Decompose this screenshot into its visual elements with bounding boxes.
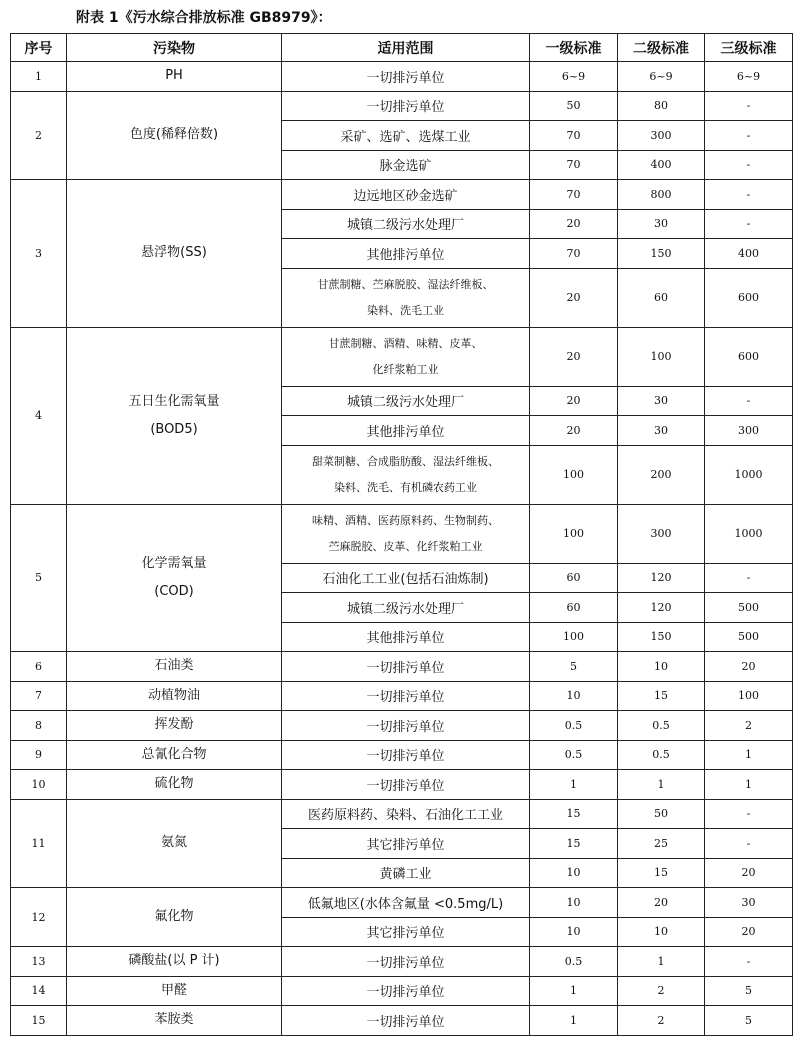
- scope-line: 一切排污单位: [366, 660, 445, 676]
- scope-line: 黄磷工业: [379, 867, 432, 883]
- pollutant-name-line: (COD): [154, 583, 194, 599]
- grade-1-value: 1: [530, 770, 618, 800]
- scope-line: 其他排污单位: [366, 247, 445, 263]
- serial-number-cell: 6: [11, 652, 67, 682]
- table-row: [11, 947, 793, 977]
- pollutant-name-cell: [67, 327, 282, 504]
- scope-line: 其它排污单位: [366, 926, 445, 942]
- grade-2-value: 300: [618, 504, 705, 563]
- pollutant-name-line: 石油类: [154, 658, 194, 674]
- pollutant-name-cell: [67, 770, 282, 800]
- grade-3-value: -: [705, 386, 793, 416]
- grade-3-value: 600: [705, 268, 793, 327]
- serial-number-cell: 12: [11, 888, 67, 947]
- scope-line: 城镇二级污水处理厂: [346, 395, 464, 411]
- table-row: [11, 711, 793, 741]
- grade-3-value: 100: [705, 681, 793, 711]
- scope-cell: [282, 770, 530, 800]
- grade-1-value: 50: [530, 91, 618, 121]
- grade-2-value: 30: [618, 416, 705, 446]
- grade-1-value: 100: [530, 445, 618, 504]
- grade-1-value: 15: [530, 829, 618, 859]
- grade-2-value: 6~9: [618, 62, 705, 92]
- scope-line: 一切排污单位: [366, 749, 445, 765]
- scope-cell: [282, 711, 530, 741]
- scope-cell: [282, 858, 530, 888]
- serial-number-cell: 9: [11, 740, 67, 770]
- header-pollutant: 污染物: [67, 34, 282, 62]
- grade-2-value: 80: [618, 91, 705, 121]
- table-row: [11, 740, 793, 770]
- scope-line: 染料、洗毛、有机磷农药工业: [334, 480, 477, 494]
- scope-cell: [282, 504, 530, 563]
- pollutant-name-cell: [67, 1006, 282, 1036]
- table-row: [11, 976, 793, 1006]
- grade-3-value: 5: [705, 1006, 793, 1036]
- grade-2-value: 30: [618, 209, 705, 239]
- grade-3-value: 600: [705, 327, 793, 386]
- table-row: [11, 652, 793, 682]
- grade-2-value: 300: [618, 121, 705, 151]
- grade-1-value: 60: [530, 593, 618, 623]
- scope-line: 其他排污单位: [366, 631, 445, 647]
- pollutant-name-line: 化学需氧量: [141, 555, 207, 571]
- pollutant-name-line: (BOD5): [150, 421, 198, 437]
- grade-3-value: 300: [705, 416, 793, 446]
- pollutant-name-line: 苯胺类: [154, 1012, 194, 1028]
- grade-2-value: 15: [618, 681, 705, 711]
- scope-cell: [282, 209, 530, 239]
- scope-cell: [282, 888, 530, 918]
- grade-2-value: 2: [618, 1006, 705, 1036]
- header-scope: 适用范围: [282, 34, 530, 62]
- grade-2-value: 400: [618, 150, 705, 180]
- scope-line: 化纤浆粕工业: [372, 362, 439, 376]
- grade-1-value: 20: [530, 209, 618, 239]
- standards-table: [10, 33, 793, 1036]
- grade-3-value: 6~9: [705, 62, 793, 92]
- grade-1-value: 20: [530, 416, 618, 446]
- scope-line: 一切排污单位: [366, 100, 445, 116]
- serial-number-cell: 1: [11, 62, 67, 92]
- grade-1-value: 10: [530, 888, 618, 918]
- scope-line: 城镇二级污水处理厂: [346, 601, 464, 617]
- grade-3-value: 400: [705, 239, 793, 269]
- scope-line: 一切排污单位: [366, 955, 445, 971]
- grade-1-value: 5: [530, 652, 618, 682]
- scope-line: 其他排污单位: [366, 424, 445, 440]
- pollutant-name-cell: [67, 681, 282, 711]
- serial-number-cell: 11: [11, 799, 67, 888]
- header-row: [11, 34, 793, 62]
- pollutant-name-cell: [67, 740, 282, 770]
- grade-1-value: 70: [530, 180, 618, 210]
- scope-cell: [282, 799, 530, 829]
- pollutant-name-cell: [67, 91, 282, 180]
- scope-cell: [282, 386, 530, 416]
- scope-line: 一切排污单位: [366, 985, 445, 1001]
- grade-1-value: 100: [530, 504, 618, 563]
- grade-1-value: 60: [530, 563, 618, 593]
- pollutant-name-line: 总氰化合物: [141, 746, 207, 762]
- pollutant-name-line: 五日生化需氧量: [128, 393, 220, 409]
- scope-line: 城镇二级污水处理厂: [346, 218, 464, 234]
- table-row: [11, 1006, 793, 1036]
- grade-2-value: 800: [618, 180, 705, 210]
- grade-3-value: 20: [705, 917, 793, 947]
- grade-2-value: 0.5: [618, 711, 705, 741]
- scope-cell: [282, 121, 530, 151]
- table-body: [11, 62, 793, 1036]
- scope-line: 采矿、选矿、选煤工业: [340, 129, 471, 145]
- grade-3-value: -: [705, 947, 793, 977]
- pollutant-name-cell: [67, 180, 282, 328]
- grade-2-value: 30: [618, 386, 705, 416]
- grade-3-value: 500: [705, 622, 793, 652]
- grade-1-value: 70: [530, 239, 618, 269]
- grade-2-value: 120: [618, 563, 705, 593]
- grade-2-value: 60: [618, 268, 705, 327]
- grade-1-value: 0.5: [530, 947, 618, 977]
- grade-3-value: 500: [705, 593, 793, 623]
- grade-3-value: 1000: [705, 504, 793, 563]
- scope-line: 一切排污单位: [366, 1014, 445, 1030]
- pollutant-name-line: 磷酸盐(以 P 计): [128, 953, 220, 969]
- serial-number-cell: 7: [11, 681, 67, 711]
- serial-number-cell: 10: [11, 770, 67, 800]
- grade-3-value: 20: [705, 858, 793, 888]
- pollutant-name-cell: [67, 947, 282, 977]
- table-row: [11, 770, 793, 800]
- grade-3-value: -: [705, 209, 793, 239]
- pollutant-name-cell: [67, 888, 282, 947]
- scope-cell: [282, 917, 530, 947]
- scope-cell: [282, 829, 530, 859]
- grade-3-value: 1: [705, 740, 793, 770]
- grade-2-value: 100: [618, 327, 705, 386]
- grade-3-value: 2: [705, 711, 793, 741]
- scope-cell: [282, 740, 530, 770]
- scope-line: 甜菜制糖、合成脂肪酸、湿法纤维板、: [312, 454, 499, 468]
- scope-cell: [282, 62, 530, 92]
- scope-line: 苎麻脱胶、皮革、化纤浆粕工业: [328, 539, 483, 553]
- grade-1-value: 10: [530, 917, 618, 947]
- scope-cell: [282, 416, 530, 446]
- scope-line: 甘蔗制糖、苎麻脱胶、湿法纤维板、: [317, 277, 494, 291]
- table-row: [11, 681, 793, 711]
- grade-1-value: 20: [530, 386, 618, 416]
- grade-1-value: 70: [530, 150, 618, 180]
- grade-1-value: 1: [530, 1006, 618, 1036]
- scope-cell: [282, 180, 530, 210]
- table-row: [11, 327, 793, 386]
- scope-cell: [282, 947, 530, 977]
- pollutant-name-line: 氨氮: [160, 835, 187, 851]
- pollutant-name-cell: [67, 62, 282, 92]
- serial-number-cell: 8: [11, 711, 67, 741]
- document-title: 附表 1《污水综合排放标准 GB8979》：: [76, 10, 332, 26]
- grade-2-value: 1: [618, 947, 705, 977]
- scope-cell: [282, 445, 530, 504]
- scope-cell: [282, 239, 530, 269]
- scope-line: 石油化工工业(包括石油炼制): [322, 572, 489, 588]
- scope-line: 染料、洗毛工业: [367, 303, 444, 317]
- scope-line: 甘蔗制糖、酒精、味精、皮革、: [328, 336, 483, 350]
- pollutant-name-line: 硫化物: [154, 776, 194, 792]
- grade-2-value: 50: [618, 799, 705, 829]
- pollutant-name-line: 氟化物: [154, 909, 194, 924]
- grade-2-value: 1: [618, 770, 705, 800]
- scope-line: 味精、酒精、医药原料药、生物制药、: [312, 513, 499, 527]
- grade-3-value: -: [705, 829, 793, 859]
- serial-number-cell: 5: [11, 504, 67, 652]
- scope-cell: [282, 327, 530, 386]
- scope-cell: [282, 150, 530, 180]
- grade-3-value: 5: [705, 976, 793, 1006]
- header-grade-1: 一级标准: [530, 34, 618, 62]
- header-grade-2: 二级标准: [618, 34, 705, 62]
- serial-number-cell: 3: [11, 180, 67, 328]
- grade-1-value: 6~9: [530, 62, 618, 92]
- grade-1-value: 1: [530, 976, 618, 1006]
- scope-line: 脉金选矿: [379, 159, 432, 175]
- grade-2-value: 10: [618, 652, 705, 682]
- grade-2-value: 150: [618, 622, 705, 652]
- grade-3-value: -: [705, 150, 793, 180]
- scope-cell: [282, 652, 530, 682]
- scope-line: 一切排污单位: [366, 778, 445, 794]
- pollutant-name-line: 甲醛: [160, 982, 187, 998]
- grade-3-value: 1: [705, 770, 793, 800]
- scope-cell: [282, 268, 530, 327]
- grade-3-value: -: [705, 91, 793, 121]
- scope-cell: [282, 91, 530, 121]
- pollutant-name-cell: [67, 504, 282, 652]
- pollutant-name-cell: [67, 976, 282, 1006]
- pollutant-name-cell: [67, 652, 282, 682]
- grade-1-value: 0.5: [530, 740, 618, 770]
- scope-line: 低氟地区(水体含氟量 <0.5mg/L): [307, 896, 504, 912]
- table-row: [11, 799, 793, 829]
- pollutant-name-cell: [67, 799, 282, 888]
- grade-2-value: 25: [618, 829, 705, 859]
- scope-line: 边远地区砂金选矿: [353, 188, 458, 204]
- grade-3-value: 30: [705, 888, 793, 918]
- table-row: [11, 180, 793, 210]
- grade-2-value: 200: [618, 445, 705, 504]
- grade-2-value: 150: [618, 239, 705, 269]
- scope-cell: [282, 563, 530, 593]
- scope-line: 一切排污单位: [366, 719, 445, 735]
- grade-1-value: 20: [530, 268, 618, 327]
- table-row: [11, 91, 793, 121]
- pollutant-name-line: 挥发酚: [154, 717, 194, 733]
- serial-number-cell: 4: [11, 327, 67, 504]
- grade-1-value: 15: [530, 799, 618, 829]
- grade-2-value: 0.5: [618, 740, 705, 770]
- grade-1-value: 10: [530, 681, 618, 711]
- table-row: [11, 888, 793, 918]
- scope-cell: [282, 1006, 530, 1036]
- header-grade-3: 三级标准: [705, 34, 793, 62]
- serial-number-cell: 14: [11, 976, 67, 1006]
- grade-3-value: -: [705, 180, 793, 210]
- grade-3-value: -: [705, 563, 793, 593]
- grade-1-value: 20: [530, 327, 618, 386]
- pollutant-name-line: 色度(稀释倍数): [129, 127, 219, 143]
- scope-line: 医药原料药、染料、石油化工工业: [307, 808, 503, 824]
- scope-cell: [282, 593, 530, 623]
- grade-2-value: 20: [618, 888, 705, 918]
- scope-line: 一切排污单位: [366, 690, 445, 706]
- pollutant-name-cell: [67, 711, 282, 741]
- header-serial: 序号: [11, 34, 67, 62]
- grade-3-value: -: [705, 799, 793, 829]
- pollutant-name-line: PH: [165, 68, 183, 84]
- grade-1-value: 10: [530, 858, 618, 888]
- grade-3-value: 1000: [705, 445, 793, 504]
- scope-cell: [282, 681, 530, 711]
- scope-line: 一切排污单位: [366, 70, 445, 86]
- serial-number-cell: 13: [11, 947, 67, 977]
- serial-number-cell: 2: [11, 91, 67, 180]
- grade-2-value: 10: [618, 917, 705, 947]
- pollutant-name-line: 悬浮物(SS): [141, 245, 207, 261]
- grade-2-value: 2: [618, 976, 705, 1006]
- grade-3-value: -: [705, 121, 793, 151]
- pollutant-name-line: 动植物油: [147, 687, 200, 703]
- scope-cell: [282, 622, 530, 652]
- grade-3-value: 20: [705, 652, 793, 682]
- scope-cell: [282, 976, 530, 1006]
- grade-2-value: 120: [618, 593, 705, 623]
- grade-1-value: 100: [530, 622, 618, 652]
- grade-2-value: 15: [618, 858, 705, 888]
- grade-1-value: 0.5: [530, 711, 618, 741]
- table-row: [11, 504, 793, 563]
- serial-number-cell: 15: [11, 1006, 67, 1036]
- table-row: [11, 62, 793, 92]
- grade-1-value: 70: [530, 121, 618, 151]
- scope-line: 其它排污单位: [366, 837, 445, 853]
